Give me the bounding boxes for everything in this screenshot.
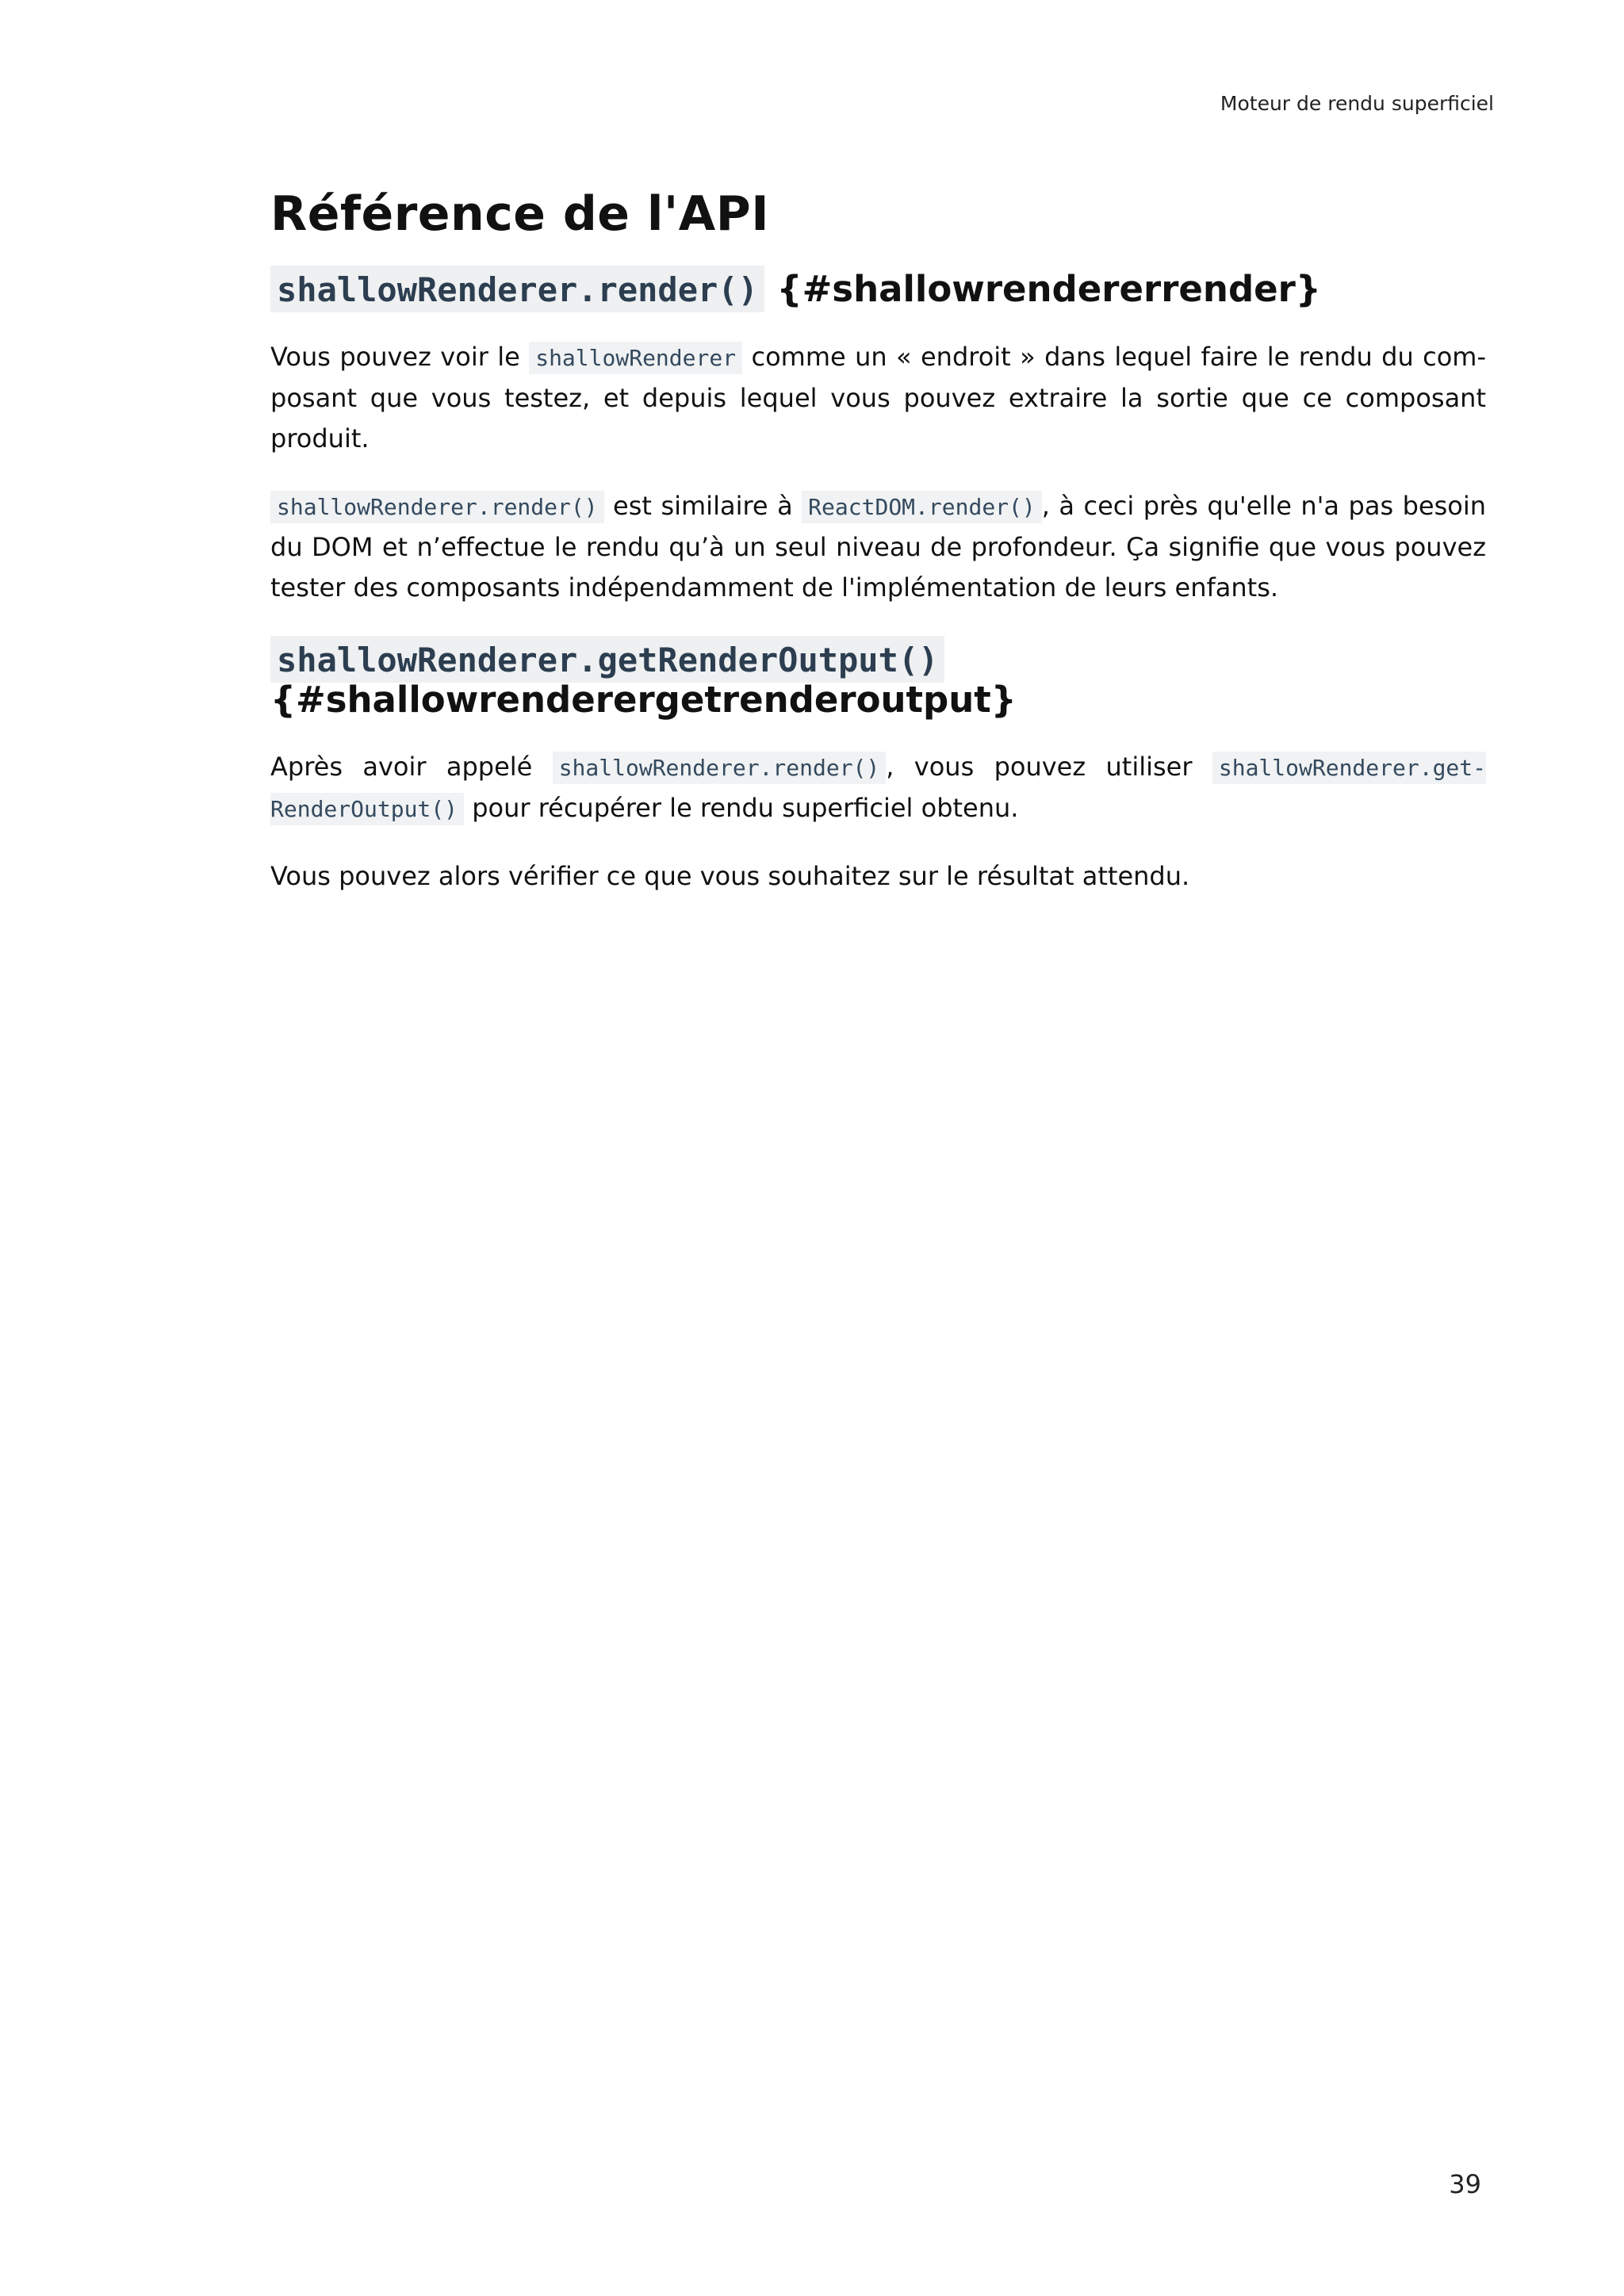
main-content bbox=[270, 186, 1486, 897]
section-heading-code: shallowRenderer.getRenderOutput() bbox=[270, 636, 944, 683]
text-run: pour récupérer le rendu superficiel obtenu. bbox=[464, 793, 1019, 823]
inline-code: shallowRenderer.getRenderOutput() bbox=[270, 752, 1486, 825]
text-run: , à ceci près qu'elle n'a pas besoin du DOM et n’effectue le rendu qu’à un seul niveau de profondeur. Ça signifie que vous pouvez tester des composants indépendamment de l'implémentation de leurs enfants. bbox=[270, 491, 1487, 603]
inline-code: shallowRenderer.render() bbox=[553, 752, 887, 784]
inline-code: shallowRenderer.render() bbox=[270, 491, 604, 523]
inline-code: ReactDOM.render() bbox=[802, 491, 1042, 523]
text-run: Après avoir appelé bbox=[270, 752, 553, 782]
page-number: 39 bbox=[1449, 2169, 1481, 2199]
section-heading-code: shallowRenderer.render() bbox=[270, 266, 764, 312]
paragraph: Vous pouvez alors vérifier ce que vous souhaitez sur le résultat attendu. bbox=[270, 861, 1190, 891]
section-heading-render bbox=[270, 270, 1486, 310]
paragraph bbox=[270, 747, 1486, 829]
running-header: Moteur de rendu superficiel bbox=[1220, 92, 1494, 115]
section-heading-anchor: {#shallowrenderergetrenderoutput} bbox=[270, 679, 1017, 721]
section-heading-anchor: {#shallowrendererrender} bbox=[776, 268, 1321, 310]
paragraph bbox=[270, 486, 1486, 608]
inline-code: shallowRenderer bbox=[529, 342, 742, 374]
text-run: est similaire à bbox=[603, 491, 802, 521]
text-run: , vous pouvez utiliser bbox=[886, 752, 1212, 782]
text-run: comme un « endroit » dans lequel faire le rendu du composant que vous testez, et depuis lequel vous pouvez extraire la sortie que ce composant produit. bbox=[270, 342, 1487, 453]
paragraph bbox=[270, 337, 1486, 459]
page-title: Référence de l'API bbox=[270, 186, 770, 242]
text-run: Vous pouvez voir le bbox=[270, 342, 530, 372]
section-heading-getrenderoutput bbox=[270, 640, 1486, 720]
